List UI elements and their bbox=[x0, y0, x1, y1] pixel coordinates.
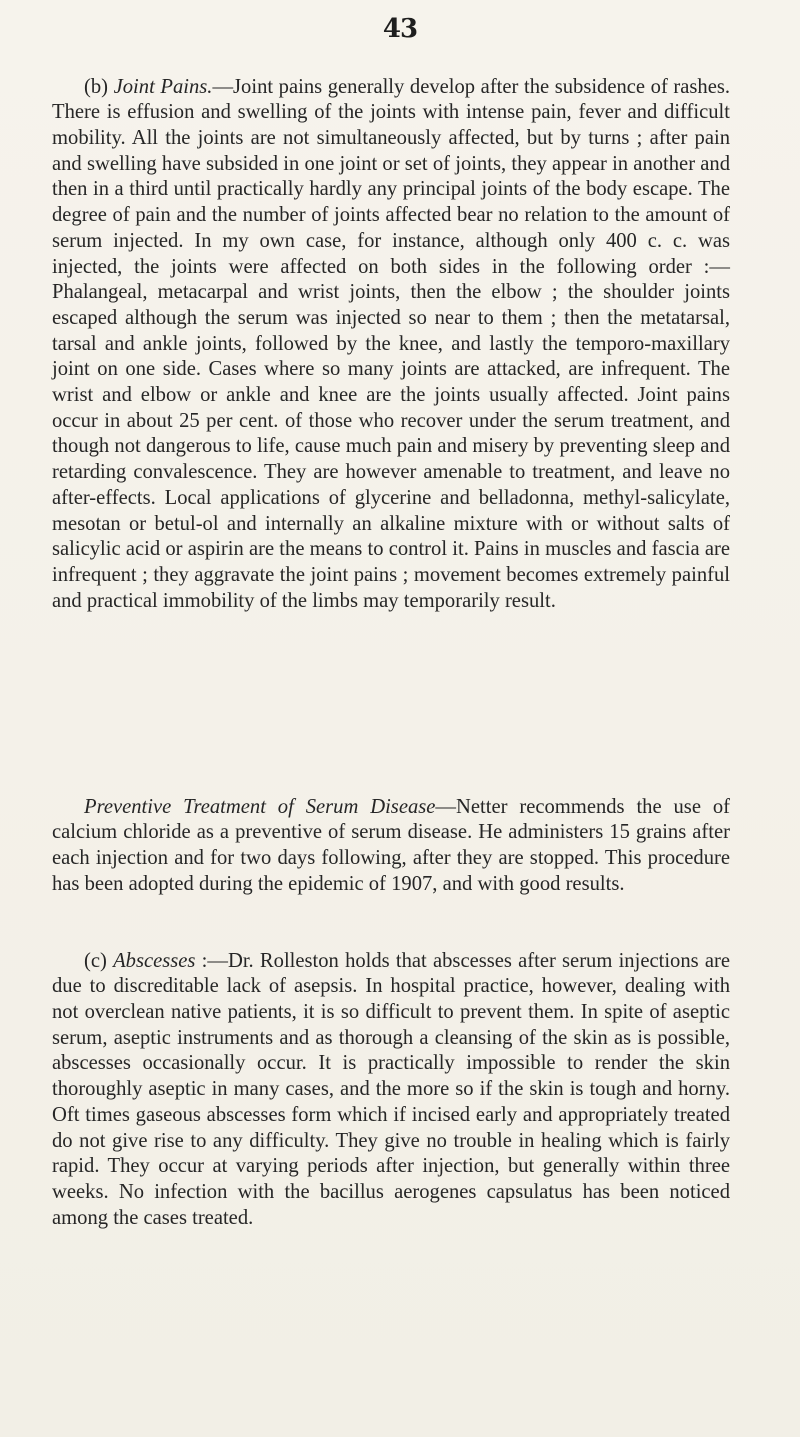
section-heading: Joint Pains. bbox=[113, 75, 213, 98]
section-marker: (b) bbox=[84, 75, 109, 98]
paragraph-body: —Netter recommends the use of calcium chloride as a preventive of serum disease. He administers 15 grains after each injection and for two days following, after they are stopped. This procedure has been adopted during the epidemic of 1907, and with good results. bbox=[52, 795, 730, 895]
paragraph-body: :—Dr. Rolleston holds that abscesses after serum injections are due to discreditable lack of asepsis. In hospital practice, however, dealing with not overclean native patients, it is so difficult to prevent them. In spite of aseptic serum, aseptic instruments and as thorough a cleansing of the skin as is possible, abscesses occasionally occur. It is practically impossible to render the skin thoroughly aseptic in many cases, and the more so if the skin is tough and horny. Oft times gaseous abscesses form which if incised early and appropriately treated do not give rise to any difficulty. They give no trouble in healing which is fairly rapid. They occur at varying periods after injection, but generally within three weeks. No infection with the bacillus aerogenes capsulatus has been noticed among the cases treated. bbox=[52, 949, 730, 1229]
paragraph-preventive-treatment bbox=[52, 795, 730, 898]
page-number: 43 bbox=[382, 14, 418, 44]
paragraph-body: —Joint pains generally develop after the subsidence of rashes. There is effusion and swelling of the joints with intense pain, fever and difficult mobility. All the joints are not simultaneously affected, but by turns ; after pain and swelling have subsided in one joint or set of joints, they appear in another and then in a third until practically hardly any principal joints of the body escape. The degree of pain and the number of joints affected bear no relation to the amount of serum injected. In my own case, for instance, although only 400 c. c. was injected, the joints were affected on both sides in the following order :—Phalangeal, metacarpal and wrist joints, then the elbow ; the shoulder joints escaped although the serum was injected so near to them ; then the metatarsal, tarsal and ankle joints, followed by the knee, and lastly the temporo-maxillary joint on one side. Cases where so many joints are attacked, are infrequent. The wrist and elbow or ankle and knee are the joints usually affected. Joint pains occur in about 25 per cent. of those who recover under the serum treatment, and though not dangerous to life, cause much pain and misery by preventing sleep and retarding convalescence. They are however amenable to treatment, and leave no after-effects. Local applications of glycerine and belladonna, methyl-salicylate, mesotan or betul-ol and internally an alkaline mixture with or without salts of salicylic acid or aspirin are the means to control it. Pains in muscles and fascia are infrequent ; they aggravate the joint pains ; movement becomes extremely painful and practical immobility of the limbs may temporarily result. bbox=[52, 75, 730, 612]
section-marker: (c) bbox=[84, 949, 107, 972]
paragraph-abscesses bbox=[52, 949, 730, 1232]
paragraph-joint-pains bbox=[52, 75, 730, 615]
section-heading: Abscesses bbox=[113, 949, 196, 972]
section-heading: Preventive Treatment of Serum Disease bbox=[84, 795, 436, 818]
